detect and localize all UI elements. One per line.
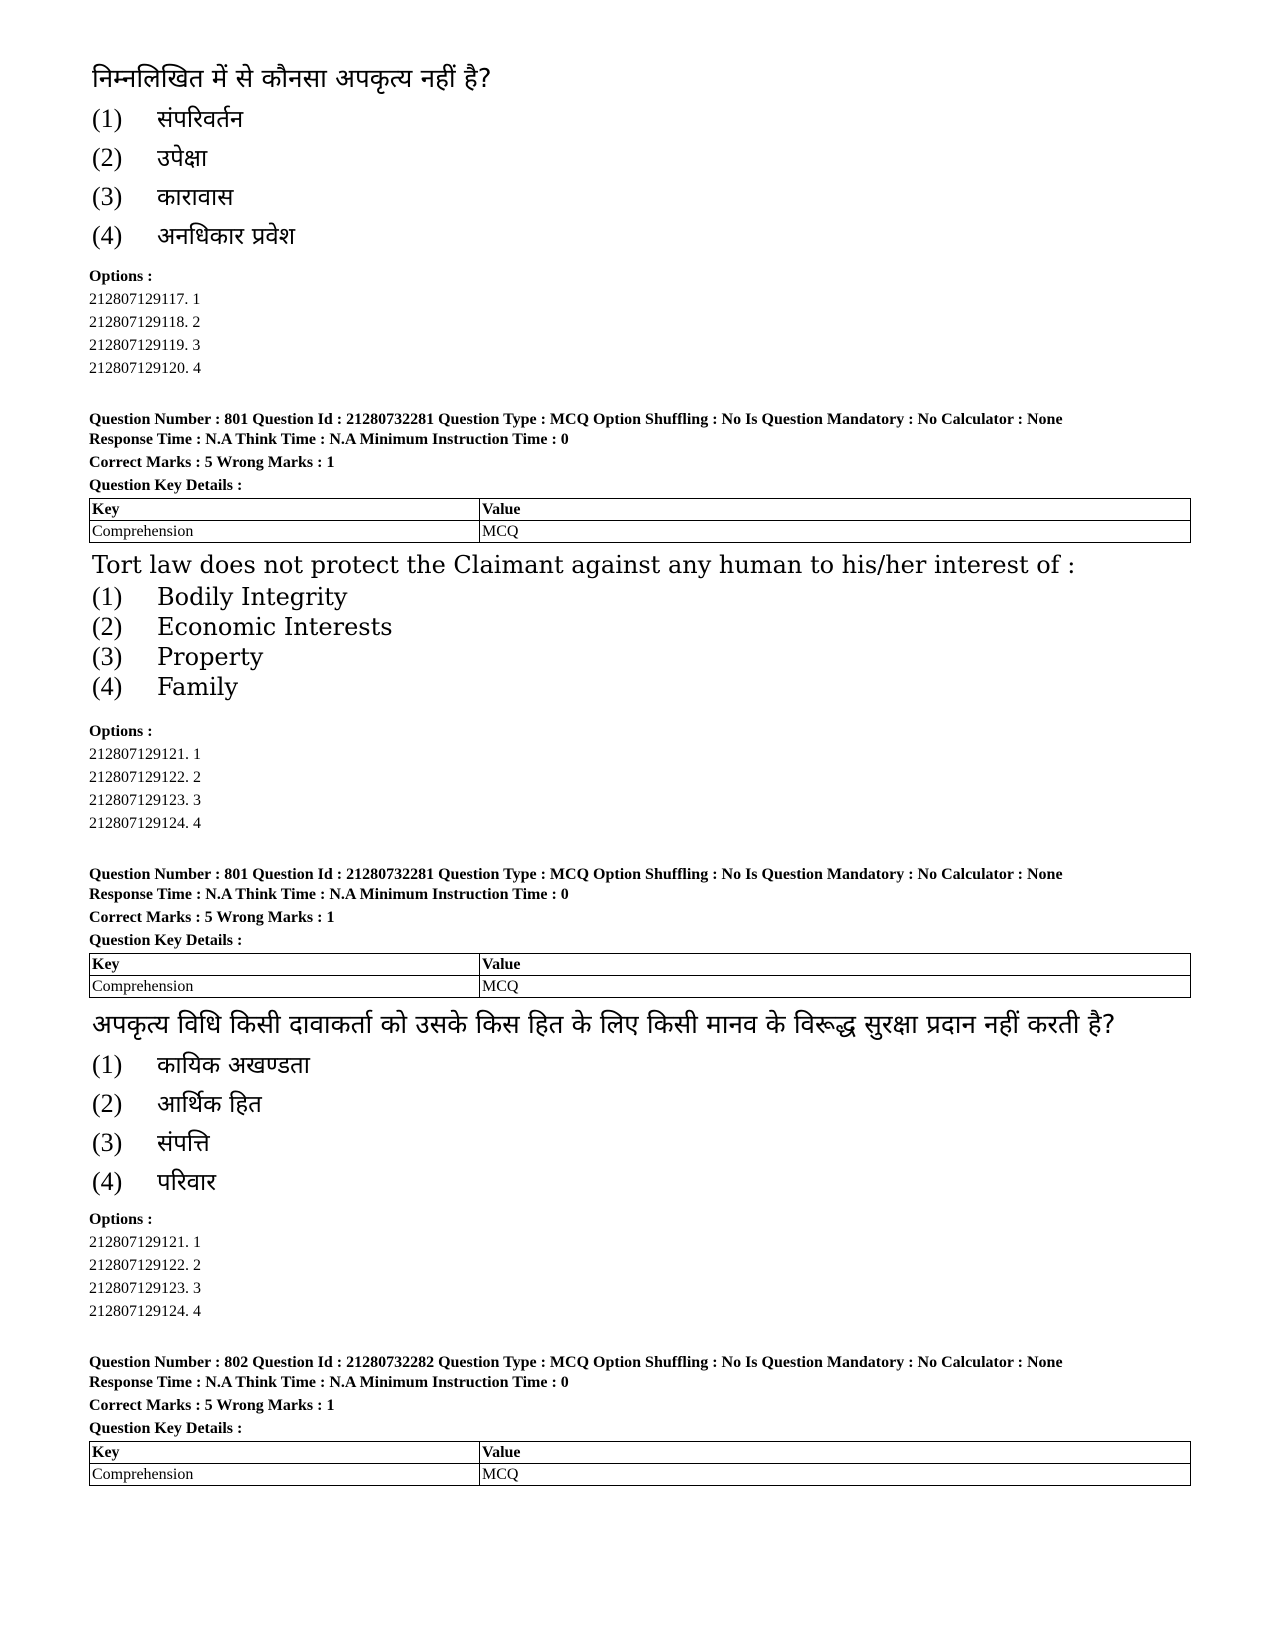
table-header-value: Value xyxy=(480,499,1191,521)
question-text: Tort law does not protect the Claimant against any human to his/her interest of : xyxy=(92,551,1076,579)
table-cell-key: Comprehension xyxy=(90,1464,480,1486)
table-row xyxy=(90,976,1191,998)
option-id: 212807129117. 1 xyxy=(89,291,201,308)
options-list-3 xyxy=(89,1208,1189,1323)
table-header-row xyxy=(90,1442,1191,1464)
option-id: 212807129123. 3 xyxy=(89,792,201,809)
table-row xyxy=(90,521,1191,543)
meta-response-time: Response Time : N.A Think Time : N.A Minimum Instruction Time : 0 xyxy=(89,1374,569,1391)
question-text: अपकृत्य विधि किसी दावाकर्ता को उसके किस हित के लिए किसी मानव के विरूद्ध सुरक्षा प्रदान नहीं करती है? xyxy=(92,1010,1116,1040)
table-header-value: Value xyxy=(480,954,1191,976)
meta-key-details-label: Question Key Details : xyxy=(89,477,243,494)
meta-key-details-label: Question Key Details : xyxy=(89,1420,243,1437)
option-text: कारावास xyxy=(157,183,234,211)
meta-marks: Correct Marks : 5 Wrong Marks : 1 xyxy=(89,454,335,471)
option-text: अनधिकार प्रवेश xyxy=(157,222,296,250)
option-row-4 xyxy=(92,1165,1115,1198)
option-text: उपेक्षा xyxy=(157,144,208,172)
meta-question-info: Question Number : 801 Question Id : 21280732281 Question Type : MCQ Option Shuffling : No Is Question Mandatory : No Calculator : None xyxy=(89,411,1063,428)
meta-marks: Correct Marks : 5 Wrong Marks : 1 xyxy=(89,909,335,926)
option-id: 212807129122. 2 xyxy=(89,769,201,786)
option-row-3 xyxy=(92,180,492,213)
question-meta-3 xyxy=(89,1353,1189,1439)
question-image-english xyxy=(92,548,1075,702)
option-number: (1) xyxy=(92,1049,123,1079)
table-header-value: Value xyxy=(480,1442,1191,1464)
option-number: (1) xyxy=(92,582,123,611)
table-cell-value: MCQ xyxy=(480,1464,1191,1486)
option-number: (4) xyxy=(92,1166,123,1196)
option-number: (3) xyxy=(92,642,123,671)
options-label: Options : xyxy=(89,1211,153,1228)
meta-response-time: Response Time : N.A Think Time : N.A Minimum Instruction Time : 0 xyxy=(89,886,569,903)
options-label: Options : xyxy=(89,723,153,740)
option-id: 212807129121. 1 xyxy=(89,746,201,763)
table-header-key: Key xyxy=(90,954,480,976)
meta-question-info: Question Number : 801 Question Id : 21280732281 Question Type : MCQ Option Shuffling : No Is Question Mandatory : No Calculator : None xyxy=(89,866,1063,883)
option-row-2 xyxy=(92,1087,1115,1120)
option-id: 212807129118. 2 xyxy=(89,314,201,331)
option-number: (4) xyxy=(92,672,123,701)
option-number: (2) xyxy=(92,142,123,172)
question-key-table-2 xyxy=(89,953,1191,998)
table-header-key: Key xyxy=(90,1442,480,1464)
table-header-row xyxy=(90,499,1191,521)
option-id: 212807129121. 1 xyxy=(89,1234,201,1251)
option-id: 212807129123. 3 xyxy=(89,1280,201,1297)
table-cell-value: MCQ xyxy=(480,976,1191,998)
option-text: Family xyxy=(157,673,238,701)
options-label: Options : xyxy=(89,268,153,285)
option-number: (2) xyxy=(92,1088,123,1118)
options-list-2 xyxy=(89,720,1189,835)
option-number: (1) xyxy=(92,103,123,133)
option-text: Economic Interests xyxy=(157,613,393,641)
option-row-3 xyxy=(92,1126,1115,1159)
option-text: परिवार xyxy=(157,1168,217,1196)
option-id: 212807129124. 4 xyxy=(89,1303,201,1320)
meta-marks: Correct Marks : 5 Wrong Marks : 1 xyxy=(89,1397,335,1414)
option-text: Bodily Integrity xyxy=(157,583,348,611)
option-text: कायिक अखण्डता xyxy=(157,1051,310,1079)
option-text: आर्थिक हित xyxy=(157,1090,262,1118)
question-meta-1 xyxy=(89,410,1189,496)
option-number: (3) xyxy=(92,181,123,211)
option-row-2 xyxy=(92,612,1075,642)
question-meta-2 xyxy=(89,865,1189,951)
meta-key-details-label: Question Key Details : xyxy=(89,932,243,949)
question-text: निम्नलिखित में से कौनसा अपकृत्य नहीं है? xyxy=(92,64,492,94)
option-row-1 xyxy=(92,1048,1115,1081)
option-id: 212807129119. 3 xyxy=(89,337,201,354)
option-number: (4) xyxy=(92,220,123,250)
question-image-hindi-2 xyxy=(92,1008,1115,1198)
option-number: (3) xyxy=(92,1127,123,1157)
option-text: संपरिवर्तन xyxy=(157,105,244,133)
option-id: 212807129124. 4 xyxy=(89,815,201,832)
option-id: 212807129120. 4 xyxy=(89,360,201,377)
table-cell-key: Comprehension xyxy=(90,521,480,543)
question-key-table-1 xyxy=(89,498,1191,543)
meta-response-time: Response Time : N.A Think Time : N.A Minimum Instruction Time : 0 xyxy=(89,431,569,448)
question-image-hindi-1 xyxy=(92,62,492,252)
option-row-1 xyxy=(92,582,1075,612)
option-row-3 xyxy=(92,642,1075,672)
table-row xyxy=(90,1464,1191,1486)
meta-question-info: Question Number : 802 Question Id : 21280732282 Question Type : MCQ Option Shuffling : No Is Question Mandatory : No Calculator : None xyxy=(89,1354,1063,1371)
options-list-1 xyxy=(89,265,1189,380)
option-row-4 xyxy=(92,219,492,252)
table-cell-key: Comprehension xyxy=(90,976,480,998)
table-header-row xyxy=(90,954,1191,976)
option-text: संपत्ति xyxy=(157,1129,210,1157)
option-text: Property xyxy=(157,643,264,671)
option-row-1 xyxy=(92,102,492,135)
option-number: (2) xyxy=(92,612,123,641)
option-id: 212807129122. 2 xyxy=(89,1257,201,1274)
table-header-key: Key xyxy=(90,499,480,521)
table-cell-value: MCQ xyxy=(480,521,1191,543)
question-key-table-3 xyxy=(89,1441,1191,1486)
option-row-2 xyxy=(92,141,492,174)
option-row-4 xyxy=(92,672,1075,702)
